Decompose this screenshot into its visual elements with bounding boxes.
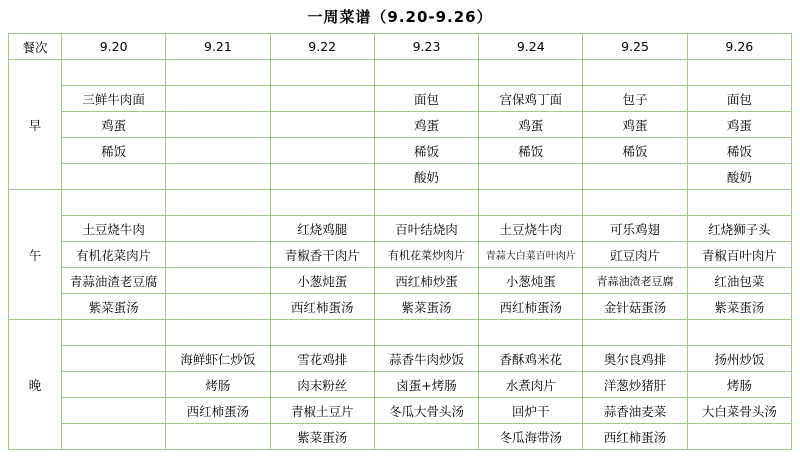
dish-cell: 肉末粉丝: [270, 372, 374, 398]
dish-cell: 紫菜蛋汤: [687, 294, 791, 320]
dish-cell: 雪花鸡排: [270, 346, 374, 372]
spacer-cell: [62, 320, 166, 346]
header-date-5: 9.25: [583, 34, 687, 60]
table-row: [9, 86, 792, 112]
dish-cell: 青椒百叶肉片: [687, 242, 791, 268]
spacer-cell: [62, 60, 166, 86]
dish-cell: 青椒土豆片: [270, 398, 374, 424]
dish-cell: [270, 164, 374, 190]
dish-cell: 可乐鸡翅: [583, 216, 687, 242]
spacer-cell: [687, 60, 791, 86]
dish-cell: [687, 424, 791, 450]
spacer-cell: [583, 320, 687, 346]
spacer-cell: [583, 190, 687, 216]
dish-cell: 青椒香干肉片: [270, 242, 374, 268]
dish-cell: 青蒜大白菜百叶肉片: [479, 242, 583, 268]
dish-cell: 青蒜油渣老豆腐: [62, 268, 166, 294]
dish-cell: [62, 372, 166, 398]
dish-cell: 土豆烧牛肉: [479, 216, 583, 242]
dish-cell: 酸奶: [687, 164, 791, 190]
dish-cell: [62, 346, 166, 372]
page-title: 一周菜谱（9.20-9.26）: [307, 8, 493, 26]
spacer-cell: [166, 320, 270, 346]
dish-cell: 百叶结烧肉: [374, 216, 478, 242]
dish-cell: 稀饭: [583, 138, 687, 164]
spacer-cell: [166, 60, 270, 86]
lunch-spacer-row: [9, 190, 792, 216]
header-date-3: 9.23: [374, 34, 478, 60]
dish-cell: [166, 138, 270, 164]
dish-cell: 小葱炖蛋: [479, 268, 583, 294]
dish-cell: 稀饭: [687, 138, 791, 164]
dish-cell: [479, 164, 583, 190]
header-corner-label: 餐次: [9, 34, 62, 60]
table-row: [9, 242, 792, 268]
spacer-cell: [270, 60, 374, 86]
dish-cell: [374, 424, 478, 450]
dish-cell: [270, 112, 374, 138]
dish-cell: 面包: [374, 86, 478, 112]
dish-cell: 大白菜骨头汤: [687, 398, 791, 424]
dish-cell: 西红柿蛋汤: [583, 424, 687, 450]
dish-cell: 青蒜油渣老豆腐: [583, 268, 687, 294]
header-date-0: 9.20: [62, 34, 166, 60]
table-row: [9, 294, 792, 320]
dish-cell: 冬瓜海带汤: [479, 424, 583, 450]
table-header-row: [9, 34, 792, 60]
table-row: [9, 398, 792, 424]
dish-cell: 海鲜虾仁炒饭: [166, 346, 270, 372]
dish-cell: 鸡蛋: [62, 112, 166, 138]
spacer-cell: [270, 190, 374, 216]
table-row: [9, 164, 792, 190]
dish-cell: 稀饭: [479, 138, 583, 164]
meal-label-lunch: 午: [9, 190, 62, 320]
table-row: [9, 424, 792, 450]
dish-cell: [166, 268, 270, 294]
dish-cell: 紫菜蛋汤: [62, 294, 166, 320]
dish-cell: 面包: [687, 86, 791, 112]
dish-cell: [166, 242, 270, 268]
dish-cell: [166, 112, 270, 138]
spacer-cell: [479, 60, 583, 86]
meal-label-breakfast: 早: [9, 60, 62, 190]
spacer-cell: [479, 320, 583, 346]
dish-cell: 红烧鸡腿: [270, 216, 374, 242]
dish-cell: 三鲜牛肉面: [62, 86, 166, 112]
spacer-cell: [374, 320, 478, 346]
dish-cell: 小葱炖蛋: [270, 268, 374, 294]
dish-cell: 水煮肉片: [479, 372, 583, 398]
dish-cell: 鸡蛋: [479, 112, 583, 138]
dish-cell: 包子: [583, 86, 687, 112]
dish-cell: 西红柿蛋汤: [270, 294, 374, 320]
dish-cell: [166, 164, 270, 190]
spacer-cell: [374, 190, 478, 216]
dish-cell: 鸡蛋: [687, 112, 791, 138]
dish-cell: 香酥鸡米花: [479, 346, 583, 372]
table-row: [9, 346, 792, 372]
dish-cell: [270, 86, 374, 112]
dish-cell: 稀饭: [374, 138, 478, 164]
dish-cell: 紫菜蛋汤: [270, 424, 374, 450]
spacer-cell: [374, 60, 478, 86]
dish-cell: 金针菇蛋汤: [583, 294, 687, 320]
spacer-cell: [583, 60, 687, 86]
table-row: [9, 112, 792, 138]
dish-cell: 卤蛋+烤肠: [374, 372, 478, 398]
dish-cell: 红烧狮子头: [687, 216, 791, 242]
header-date-2: 9.22: [270, 34, 374, 60]
meal-label-dinner: 晚: [9, 320, 62, 450]
dish-cell: 冬瓜大骨头汤: [374, 398, 478, 424]
dish-cell: 烤肠: [687, 372, 791, 398]
dish-cell: [166, 216, 270, 242]
dish-cell: [166, 294, 270, 320]
dish-cell: 稀饭: [62, 138, 166, 164]
header-date-6: 9.26: [687, 34, 791, 60]
dinner-spacer-row: [9, 320, 792, 346]
dish-cell: 红油包菜: [687, 268, 791, 294]
dish-cell: 酸奶: [374, 164, 478, 190]
dish-cell: 紫菜蛋汤: [374, 294, 478, 320]
dish-cell: 有机花菜炒肉片: [374, 242, 478, 268]
dish-cell: 有机花菜肉片: [62, 242, 166, 268]
dish-cell: 洋葱炒猪肝: [583, 372, 687, 398]
spacer-cell: [62, 190, 166, 216]
spacer-cell: [479, 190, 583, 216]
header-date-4: 9.24: [479, 34, 583, 60]
dish-cell: 奥尔良鸡排: [583, 346, 687, 372]
dish-cell: 西红柿炒蛋: [374, 268, 478, 294]
dish-cell: 西红柿蛋汤: [166, 398, 270, 424]
table-row: [9, 138, 792, 164]
table-row: [9, 216, 792, 242]
dish-cell: [62, 398, 166, 424]
table-row: [9, 372, 792, 398]
dish-cell: 鸡蛋: [583, 112, 687, 138]
dish-cell: 烤肠: [166, 372, 270, 398]
dish-cell: [62, 424, 166, 450]
dish-cell: [270, 138, 374, 164]
spacer-cell: [270, 320, 374, 346]
dish-cell: 土豆烧牛肉: [62, 216, 166, 242]
table-row: [9, 268, 792, 294]
dish-cell: [583, 164, 687, 190]
dish-cell: 扬州炒饭: [687, 346, 791, 372]
header-date-1: 9.21: [166, 34, 270, 60]
dish-cell: 西红柿蛋汤: [479, 294, 583, 320]
dish-cell: [62, 164, 166, 190]
dish-cell: 回炉干: [479, 398, 583, 424]
dish-cell: 蒜香油麦菜: [583, 398, 687, 424]
dish-cell: [166, 424, 270, 450]
dish-cell: 蒜香牛肉炒饭: [374, 346, 478, 372]
breakfast-spacer-row: [9, 60, 792, 86]
spacer-cell: [166, 190, 270, 216]
weekly-menu-table: [8, 33, 792, 450]
dish-cell: 豇豆肉片: [583, 242, 687, 268]
dish-cell: [166, 86, 270, 112]
dish-cell: 宫保鸡丁面: [479, 86, 583, 112]
dish-cell: 鸡蛋: [374, 112, 478, 138]
spacer-cell: [687, 320, 791, 346]
spacer-cell: [687, 190, 791, 216]
